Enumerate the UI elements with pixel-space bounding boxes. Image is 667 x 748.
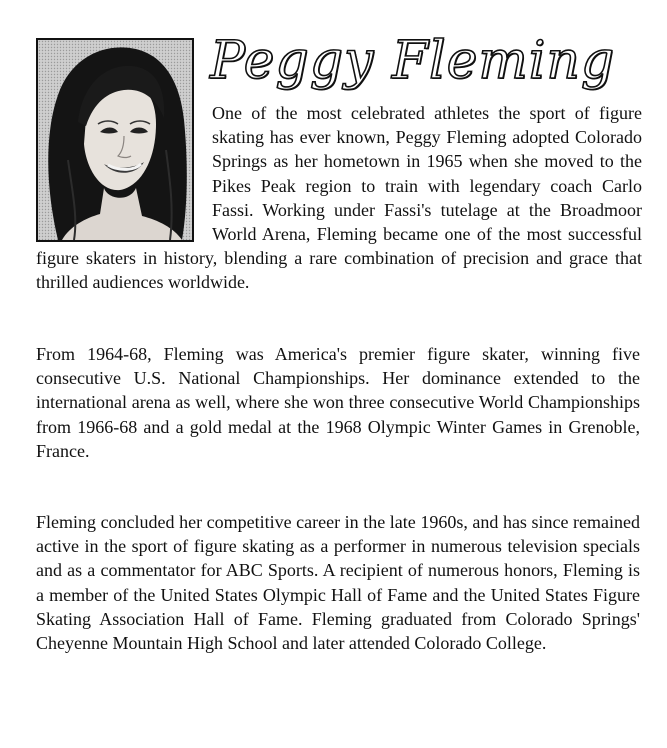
page-title: Peggy Fleming bbox=[210, 31, 616, 91]
paragraph-career: Fleming concluded her competitive career in the late 1960s, and has since remained active in the sport of figure skating as a performer in numerous television specials and as a commentator for ABC Sports. A recipient of numerous honors, Fleming is a member of the United States Olympic Hall of Fame and the United States Figure Skating Association Hall of Fame. Fleming graduated from Colorado Springs' Cheyenne Mountain High School and later attended Colorado College. bbox=[36, 512, 640, 654]
portrait-wrap-spacer bbox=[36, 101, 212, 246]
paragraph-intro-text: One of the most celebrated athletes the sport of figure skating has ever known, Peggy Fleming adopted Colorado Springs as her hometown in 1965 when she moved to the Pikes Peak region to train with legendary coach Carlo Fassi. Working under Fassi's tutelage at the Broadmoor World Arena, Fleming became one of the most successful figure skaters in history, blending a rare combination of precision and grace that thrilled audiences worldwide. bbox=[36, 103, 642, 293]
paragraph-intro bbox=[36, 101, 642, 295]
paragraph-championships: From 1964-68, Fleming was America's premier figure skater, winning five consecutive U.S. National Championships. Her dominance extended to the international arena as well, where she won three consecutive World Championships from 1966-68 and a gold medal at the 1968 Olympic Winter Games in Grenoble, France. bbox=[36, 344, 640, 461]
